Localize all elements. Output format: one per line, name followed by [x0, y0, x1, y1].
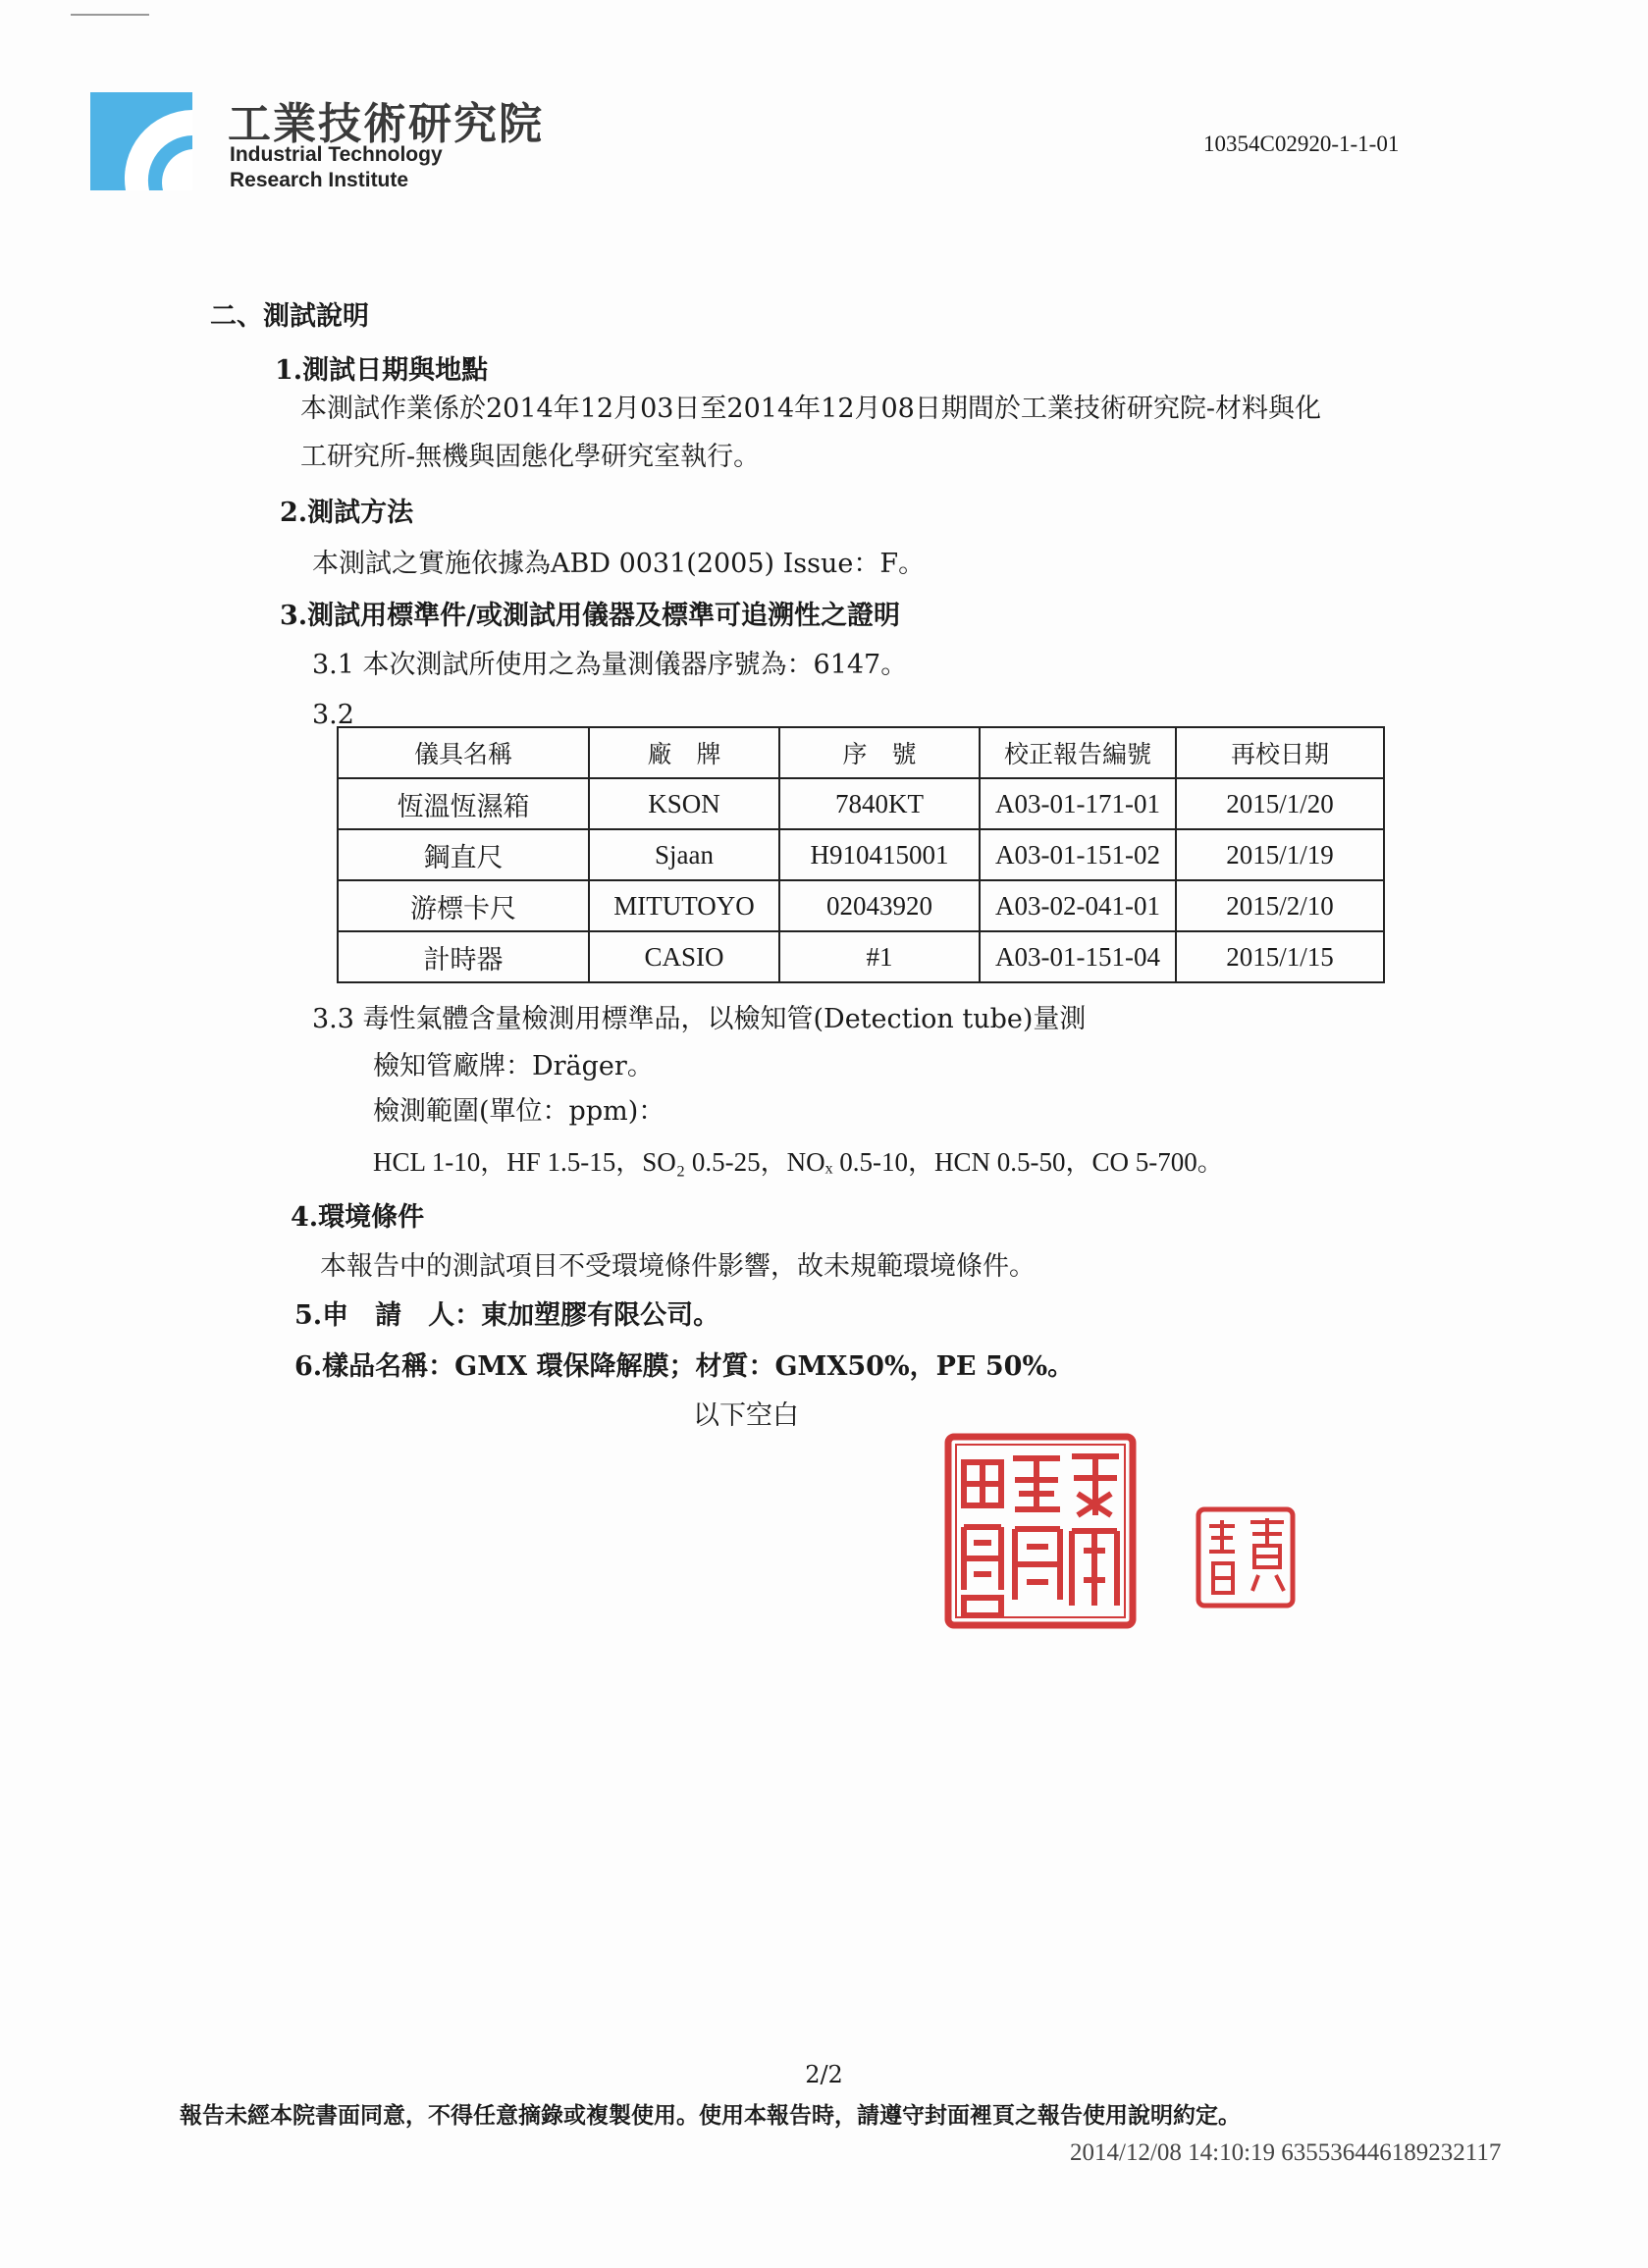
item2-heading: 2.測試方法	[280, 498, 414, 528]
logo-english-line2: Research Institute	[230, 169, 409, 191]
table-cell: #1	[779, 931, 980, 982]
table-cell: 游標卡尺	[338, 880, 589, 931]
table-cell: 7840KT	[779, 778, 980, 829]
instrument-table	[337, 726, 1385, 983]
table-cell: A03-01-171-01	[980, 778, 1176, 829]
table-header-cell: 校正報告編號	[980, 727, 1176, 778]
table-cell: H910415001	[779, 829, 980, 880]
item6-sample-name: 6.樣品名稱：GMX 環保降解膜；材質：GMX50%，PE 50%。	[294, 1351, 1075, 1382]
table-cell: 恆溫恆濕箱	[338, 778, 589, 829]
item3-2-label: 3.2	[312, 700, 354, 730]
item1-text-line1: 本測試作業係於2014年12月03日至2014年12月08日期間於工業技術研究院-材料與化	[300, 394, 1321, 424]
detection-range-label: 檢測範圍(單位：ppm)：	[373, 1096, 665, 1127]
footer-usage-note: 報告未經本院書面同意，不得任意摘錄或複製使用。使用本報告時，請遵守封面裡頁之報告使用說明約定。	[180, 2102, 1241, 2129]
table-cell: 02043920	[779, 880, 980, 931]
table-cell: 2015/1/15	[1176, 931, 1384, 982]
scan-mark	[71, 14, 149, 16]
item2-text: 本測試之實施依據為ABD 0031(2005) Issue：F。	[312, 549, 926, 579]
blank-below-note: 以下空白	[693, 1400, 799, 1431]
item4-text: 本報告中的測試項目不受環境條件影響，故未規範環境條件。	[320, 1251, 1036, 1282]
table-cell: 計時器	[338, 931, 589, 982]
table-row	[338, 880, 1384, 931]
table-header-cell: 儀具名稱	[338, 727, 589, 778]
item4-heading: 4.環境條件	[291, 1202, 425, 1233]
table-header-cell: 再校日期	[1176, 727, 1384, 778]
table-cell: 鋼直尺	[338, 829, 589, 880]
detection-tube-brand: 檢知管廠牌：Dräger。	[373, 1051, 654, 1081]
table-cell: 2015/2/10	[1176, 880, 1384, 931]
item5-applicant: 5.申 請 人：東加塑膠有限公司。	[294, 1300, 720, 1331]
table-row	[338, 931, 1384, 982]
personal-seal-stamp-icon	[1196, 1506, 1296, 1609]
logo-english-line1: Industrial Technology	[230, 143, 443, 166]
section-title: 二、測試說明	[210, 301, 369, 332]
table-cell: A03-01-151-04	[980, 931, 1176, 982]
item1-text-line2: 工研究所-無機與固態化學研究室執行。	[300, 442, 761, 472]
table-header-cell: 廠 牌	[589, 727, 779, 778]
table-cell: KSON	[589, 778, 779, 829]
item3-heading: 3.測試用標準件/或測試用儀器及標準可追溯性之證明	[280, 601, 901, 631]
itri-logo-icon	[90, 92, 192, 190]
detection-ranges: HCL 1-10，HF 1.5-15，SO₂ 0.5-25，NOₓ 0.5-10，HCN 0.5-50，CO 5-700。	[373, 1147, 1224, 1177]
print-timestamp: 2014/12/08 14:10:19 635536446189232117	[1070, 2139, 1502, 2166]
logo-chinese-name: 工業技術研究院	[228, 99, 544, 149]
table-cell: A03-02-041-01	[980, 880, 1176, 931]
table-row	[338, 778, 1384, 829]
page-number: 2/2	[805, 2061, 843, 2088]
table-cell: A03-01-151-02	[980, 829, 1176, 880]
table-cell: MITUTOYO	[589, 880, 779, 931]
company-seal-stamp-icon	[944, 1433, 1137, 1629]
table-header-cell: 序 號	[779, 727, 980, 778]
item3-1-text: 3.1 本次測試所使用之為量測儀器序號為：6147。	[312, 650, 908, 680]
item3-3-text: 3.3 毒性氣體含量檢測用標準品，以檢知管(Detection tube)量測	[312, 1004, 1087, 1034]
item1-heading: 1.測試日期與地點	[275, 355, 489, 386]
document-number: 10354C02920-1-1-01	[1203, 132, 1400, 156]
table-cell: 2015/1/20	[1176, 778, 1384, 829]
table-row	[338, 829, 1384, 880]
table-cell: 2015/1/19	[1176, 829, 1384, 880]
table-header-row	[338, 727, 1384, 778]
table-cell: Sjaan	[589, 829, 779, 880]
table-cell: CASIO	[589, 931, 779, 982]
